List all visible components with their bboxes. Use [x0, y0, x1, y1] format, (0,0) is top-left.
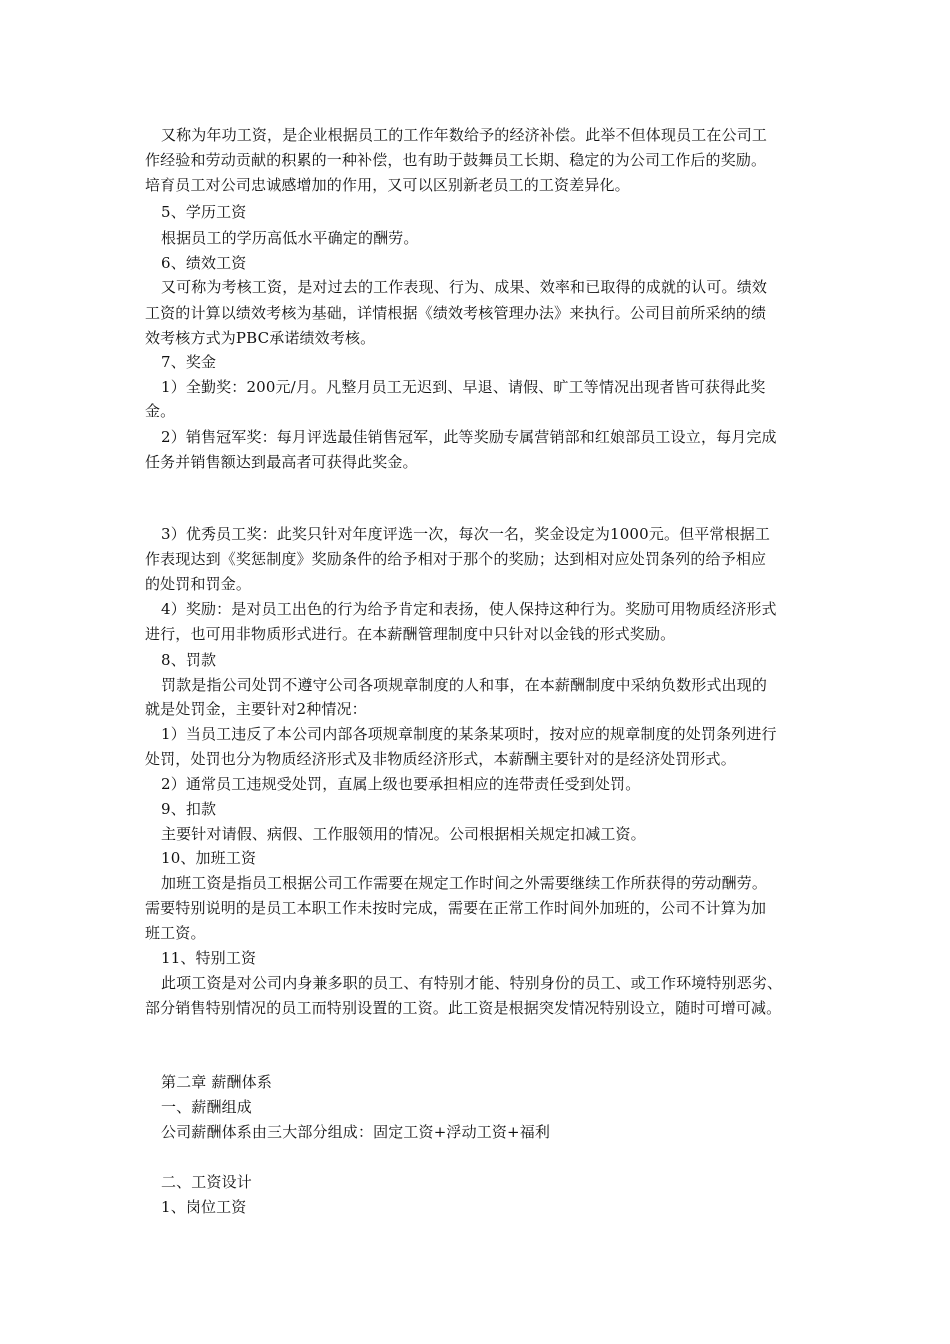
section-heading: 5、学历工资 [161, 203, 247, 221]
paragraph-line: 1）当员工违反了本公司内部各项规章制度的某条某项时，按对应的规章制度的处罚条列进行 [161, 725, 777, 743]
paragraph-line: 罚款是指公司处罚不遵守公司各项规章制度的人和事，在本薪酬制度中采纳负数形式出现的 [161, 676, 768, 694]
paragraph-line: 就是处罚金，主要针对2种情况： [145, 700, 367, 718]
paragraph-line: 公司薪酬体系由三大部分组成：固定工资+浮动工资+福利 [161, 1123, 551, 1141]
paragraph-line: 加班工资是指员工根据公司工作需要在规定工作时间之外需要继续工作所获得的劳动酬劳。 [161, 874, 768, 892]
paragraph-line: 2）通常员工违规受处罚，直属上级也要承担相应的连带责任受到处罚。 [161, 775, 641, 793]
paragraph-line: 进行，也可用非物质形式进行。在本薪酬管理制度中只针对以金钱的形式奖励。 [145, 625, 676, 643]
section-heading: 一、薪酬组成 [161, 1098, 252, 1116]
paragraph-line: 工资的计算以绩效考核为基础，详情根据《绩效考核管理办法》来执行。公司目前所采纳的绩 [145, 304, 767, 322]
paragraph-line: 班工资。 [145, 924, 206, 942]
section-heading: 6、绩效工资 [161, 254, 247, 272]
section-heading: 7、奖金 [161, 353, 217, 371]
paragraph-line: 主要针对请假、病假、工作服领用的情况。公司根据相关规定扣减工资。 [161, 825, 646, 843]
paragraph-line: 3）优秀员工奖：此奖只针对年度评选一次，每次一名，奖金设定为1000元。但平常根据工 [161, 525, 771, 543]
paragraph-line: 根据员工的学历高低水平确定的酬劳。 [161, 229, 419, 247]
paragraph-line: 的处罚和罚金。 [145, 575, 252, 593]
paragraph-line: 效考核方式为PBC承诺绩效考核。 [145, 329, 376, 347]
section-heading: 8、罚款 [161, 651, 217, 669]
paragraph-line: 作经验和劳动贡献的积累的一种补偿，也有助于鼓舞员工长期、稳定的为公司工作后的奖励。 [145, 151, 767, 169]
paragraph-line: 1）全勤奖：200元/月。凡整月员工无迟到、早退、请假、旷工等情况出现者皆可获得此奖 [161, 378, 766, 396]
paragraph-line: 任务并销售额达到最高者可获得此奖金。 [145, 453, 418, 471]
paragraph-line: 部分销售特别情况的员工而特别设置的工资。此工资是根据突发情况特别设立，随时可增可减。 [145, 999, 782, 1017]
section-heading: 二、工资设计 [161, 1173, 252, 1191]
paragraph-line: 作表现达到《奖惩制度》奖励条件的给予相对于那个的奖励；达到相对应处罚条列的给予相应 [145, 550, 767, 568]
paragraph-line: 处罚，处罚也分为物质经济形式及非物质经济形式，本薪酬主要针对的是经济处罚形式。 [145, 750, 736, 768]
paragraph-line: 金。 [145, 402, 176, 420]
paragraph-line: 培育员工对公司忠诚感增加的作用，又可以区别新老员工的工资差异化。 [145, 176, 630, 194]
paragraph-line: 又可称为考核工资，是对过去的工作表现、行为、成果、效率和已取得的成就的认可。绩效 [161, 278, 768, 296]
paragraph-line: 又称为年功工资，是企业根据员工的工作年数给予的经济补偿。此举不但体现员工在公司工 [161, 126, 768, 144]
paragraph-line: 此项工资是对公司内身兼多职的员工、有特别才能、特别身份的员工、或工作环境特别恶劣、 [161, 974, 783, 992]
section-heading: 11、特别工资 [161, 949, 257, 967]
section-heading: 9、扣款 [161, 800, 217, 818]
paragraph-line: 需要特别说明的是员工本职工作未按时完成，需要在正常工作时间外加班的，公司不计算为加 [145, 899, 767, 917]
paragraph-line: 4）奖励：是对员工出色的行为给予肯定和表扬，使人保持这种行为。奖励可用物质经济形式 [161, 600, 777, 618]
section-heading: 10、加班工资 [161, 849, 257, 867]
section-heading: 1、岗位工资 [161, 1198, 247, 1216]
paragraph-line: 2）销售冠军奖：每月评选最佳销售冠军，此等奖励专属营销部和红娘部员工设立，每月完成 [161, 428, 777, 446]
chapter-title: 第二章 薪酬体系 [161, 1073, 272, 1091]
